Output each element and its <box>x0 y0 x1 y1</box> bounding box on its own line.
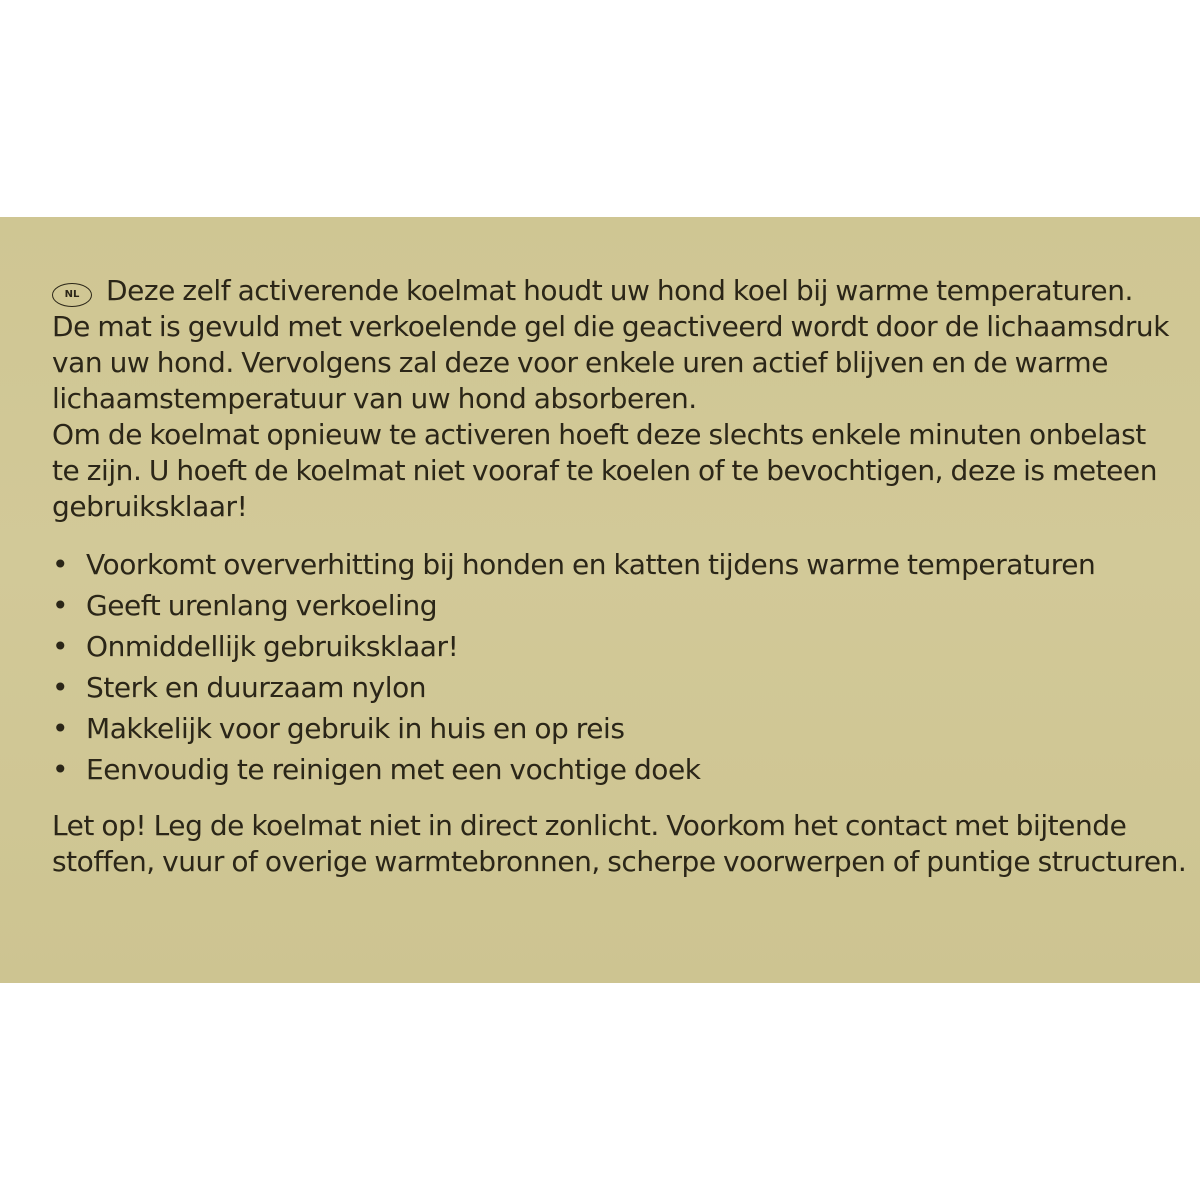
intro-line <box>52 273 1177 309</box>
language-badge-nl: NL <box>52 283 92 307</box>
warning-line: Let op! Leg de koelmat niet in direct zonlicht. Voorkom het contact met bijtende <box>52 809 1127 842</box>
bullet-icon: • <box>52 630 69 663</box>
intro-line: gebruiksklaar! <box>52 490 248 523</box>
list-item-text: Onmiddellijk gebruiksklaar! <box>86 630 459 663</box>
product-label-card <box>0 217 1200 983</box>
feature-list <box>52 547 1177 788</box>
intro-line: lichaamstemperatuur van uw hond absorberen. <box>52 382 697 415</box>
intro-line: Om de koelmat opnieuw te activeren hoeft deze slechts enkele minuten onbelast <box>52 418 1146 451</box>
bullet-icon: • <box>52 753 69 786</box>
list-item <box>52 547 1177 583</box>
list-item-text: Makkelijk voor gebruik in huis en op reis <box>86 712 625 745</box>
bullet-icon: • <box>52 671 69 704</box>
list-item-text: Voorkomt oververhitting bij honden en katten tijdens warme temperaturen <box>86 548 1096 581</box>
list-item-text: Sterk en duurzaam nylon <box>86 671 427 704</box>
bullet-icon: • <box>52 548 69 581</box>
warning-line: stoffen, vuur of overige warmtebronnen, scherpe voorwerpen of puntige structuren. <box>52 845 1187 878</box>
intro-paragraph <box>52 273 1177 525</box>
intro-line-text: Deze zelf activerende koelmat houdt uw hond koel bij warme temperaturen. <box>106 274 1133 307</box>
list-item-text: Geeft urenlang verkoeling <box>86 589 438 622</box>
bullet-icon: • <box>52 589 69 622</box>
intro-line: te zijn. U hoeft de koelmat niet vooraf te koelen of te bevochtigen, deze is meteen <box>52 454 1158 487</box>
list-item <box>52 752 1177 788</box>
bullet-icon: • <box>52 712 69 745</box>
intro-line: van uw hond. Vervolgens zal deze voor enkele uren actief blijven en de warme <box>52 346 1108 379</box>
list-item <box>52 588 1177 624</box>
list-item <box>52 711 1177 747</box>
list-item-text: Eenvoudig te reinigen met een vochtige doek <box>86 753 701 786</box>
intro-line: De mat is gevuld met verkoelende gel die geactiveerd wordt door de lichaamsdruk <box>52 310 1169 343</box>
label-text-block <box>52 273 1187 880</box>
list-item <box>52 629 1177 665</box>
warning-paragraph <box>52 808 1187 880</box>
list-item <box>52 670 1177 706</box>
